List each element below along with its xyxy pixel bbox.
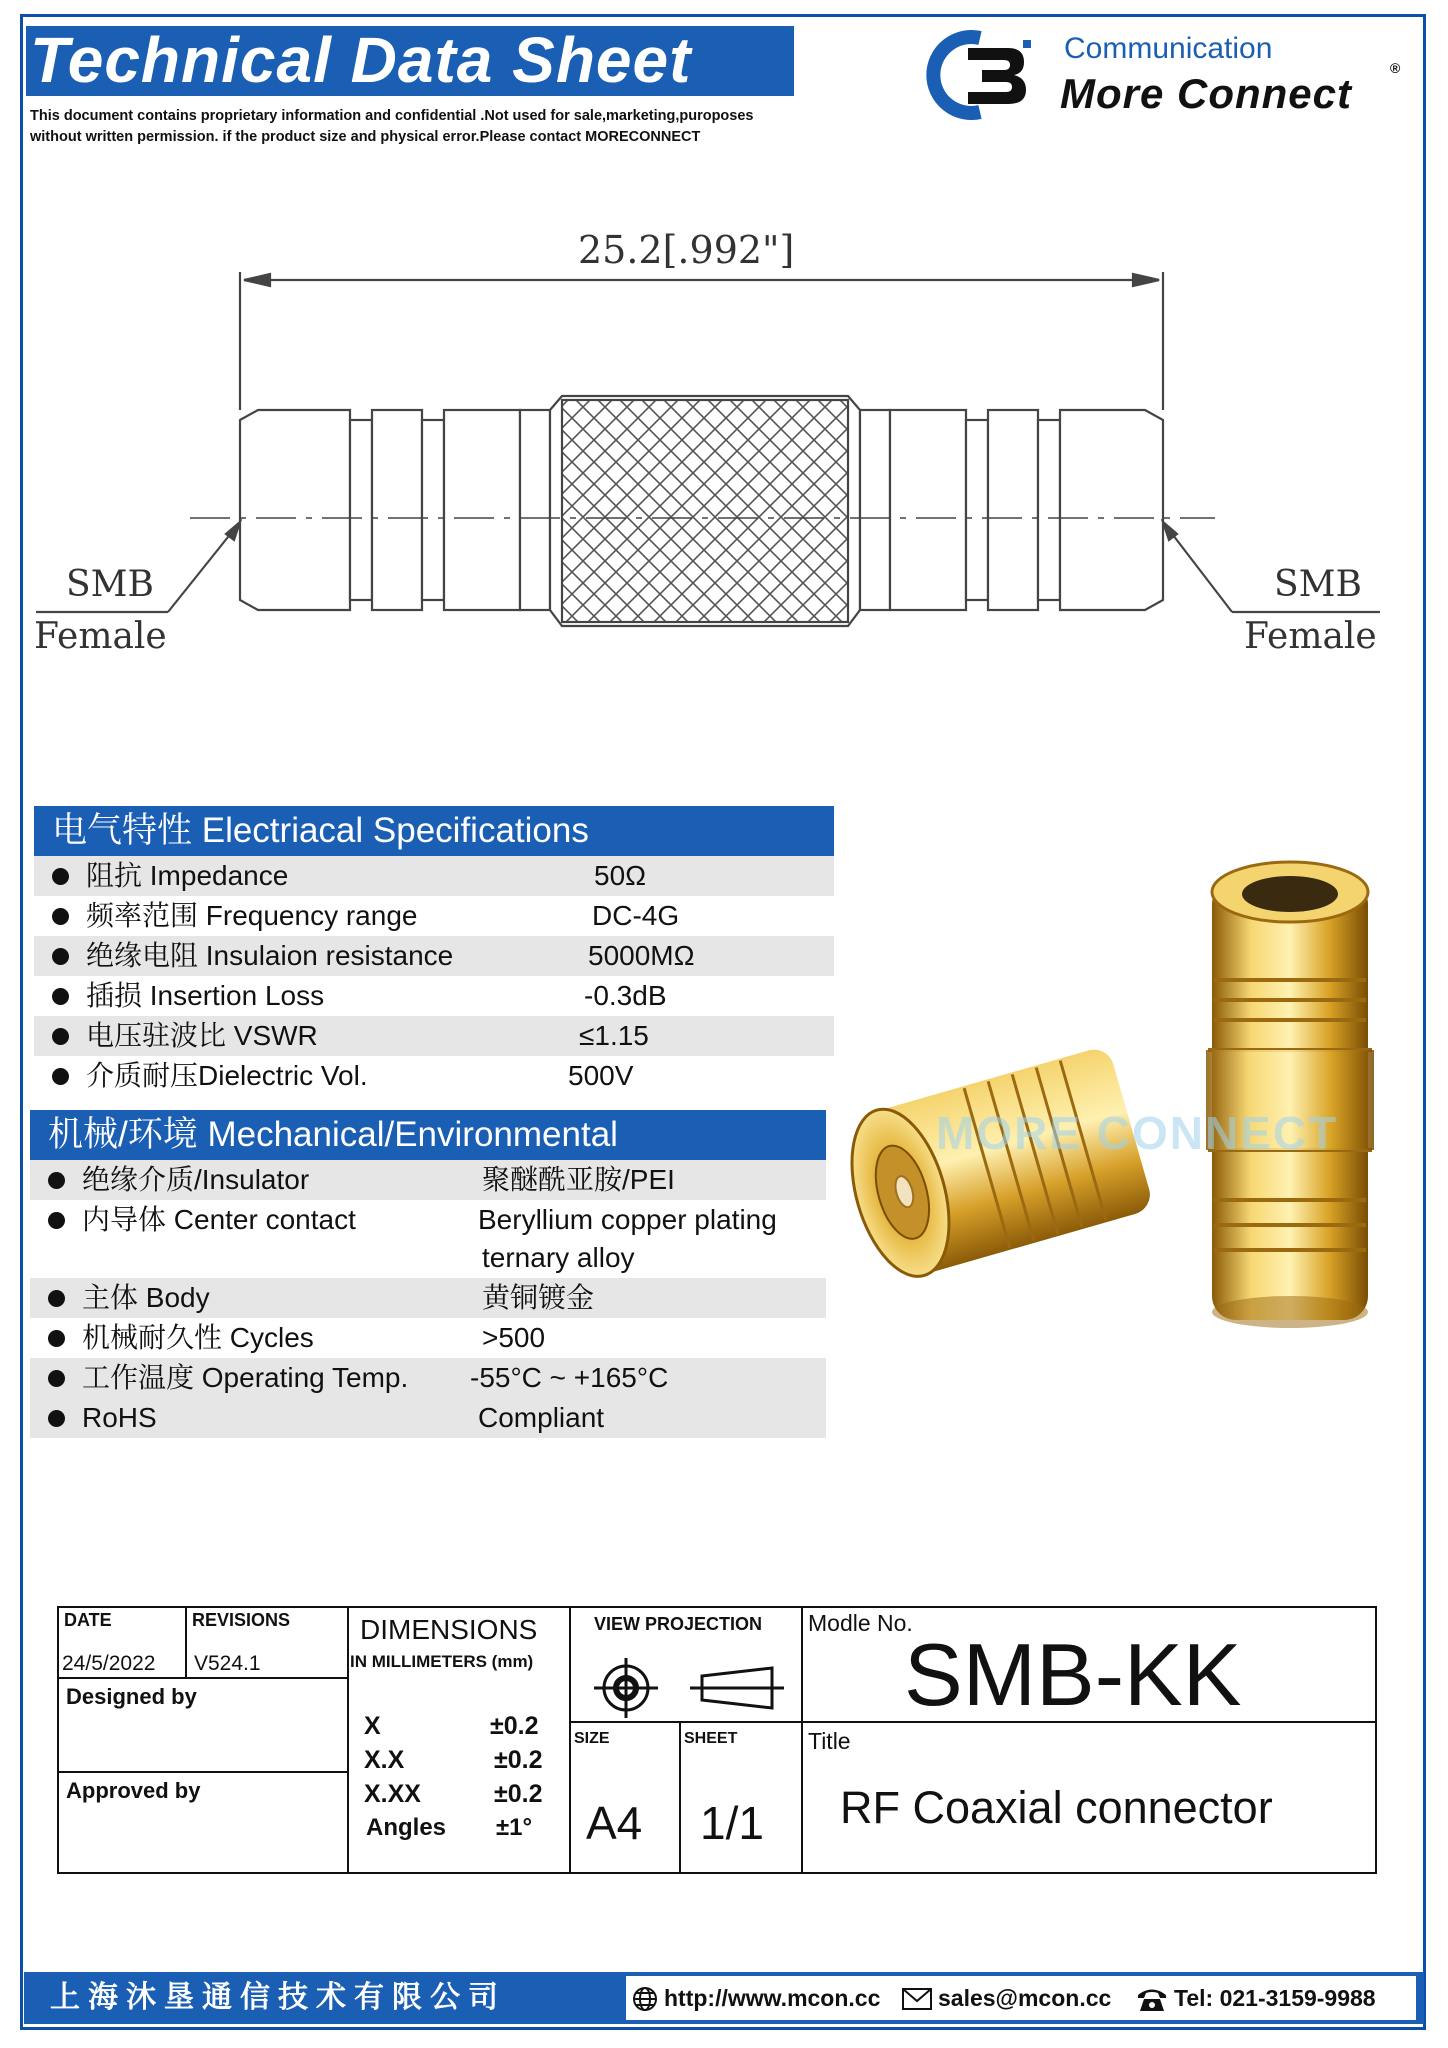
units-label: IN MILLIMETERS (mm): [350, 1652, 534, 1671]
tolerance-key: Angles: [366, 1814, 447, 1841]
tolerance-value: ±1°: [496, 1814, 533, 1841]
spec-label: 介质耐压Dielectric Vol.: [86, 1060, 368, 1091]
spec-label: 阻抗 Impedance: [86, 860, 289, 891]
email-link[interactable]: sales@mcon.cc: [938, 1985, 1112, 2011]
right-connector-gender: Female: [1244, 616, 1377, 657]
sheet-value: 1/1: [700, 1797, 764, 1849]
first-angle-projection-icon: [590, 1656, 790, 1720]
disclaimer-line-1: This document contains proprietary information and confidential .Not used for sale,marketing,puroposes: [30, 108, 754, 124]
revisions-value: V524.1: [194, 1652, 261, 1675]
spec-value: DC-4G: [592, 900, 680, 931]
mechanical-spec-heading: 机械/环境 Mechanical/Environmental: [30, 1110, 826, 1160]
left-connector-type: SMB: [66, 564, 154, 605]
spec-value: ≤1.15: [579, 1020, 649, 1051]
registered-mark: ®: [1390, 60, 1401, 76]
spec-label: RoHS: [82, 1402, 157, 1433]
company-name: 上海沐垦通信技术有限公司: [50, 1981, 506, 2014]
tolerance-value: ±0.2: [494, 1746, 543, 1774]
spec-label: 频率范围 Frequency range: [86, 900, 418, 931]
spec-value: 聚醚酰亚胺/PEI: [482, 1164, 675, 1195]
spec-value: -0.3dB: [584, 980, 667, 1011]
tolerance-key: X.XX: [364, 1780, 421, 1808]
telephone-icon: [1136, 1986, 1168, 2012]
spec-value: >500: [482, 1322, 546, 1353]
spec-value: Compliant: [478, 1402, 605, 1433]
spec-value: 500V: [568, 1060, 634, 1091]
spec-label: 机械耐久性 Cycles: [82, 1322, 314, 1353]
spec-label: 工作温度 Operating Temp.: [82, 1362, 409, 1393]
spec-label: 绝缘介质/Insulator: [82, 1164, 310, 1195]
document-title: Technical Data Sheet: [30, 24, 692, 96]
overall-length-dimension: 25.2[.992"]: [578, 228, 795, 272]
model-number: SMB-KK: [904, 1625, 1242, 1724]
tolerance-value: ±0.2: [494, 1780, 543, 1808]
spec-label: 内导体 Center contact: [82, 1204, 356, 1235]
date-label: DATE: [64, 1610, 112, 1630]
spec-value-line-2: ternary alloy: [482, 1242, 635, 1273]
globe-icon: [632, 1986, 658, 2012]
tolerance-key: X.X: [364, 1746, 405, 1774]
size-label: SIZE: [574, 1730, 610, 1747]
revisions-label: REVISIONS: [192, 1610, 291, 1630]
tolerance-value: ±0.2: [490, 1712, 539, 1740]
tolerance-key: X: [364, 1712, 381, 1740]
dimensions-label: DIMENSIONS: [360, 1614, 538, 1645]
electrical-spec-heading: 电气特性 Electriacal Specifications: [34, 806, 834, 856]
website-link[interactable]: http://www.mcon.cc: [664, 1985, 881, 2011]
date-value: 24/5/2022: [62, 1652, 156, 1675]
left-connector-gender: Female: [34, 616, 167, 657]
spec-value: -55°C ~ +165°C: [470, 1362, 669, 1393]
right-connector-type: SMB: [1274, 564, 1362, 605]
brand-line-2: More Connect: [1060, 70, 1353, 117]
spec-value: 5000MΩ: [588, 940, 695, 971]
spec-value: Beryllium copper plating: [478, 1204, 777, 1235]
spec-value: 50Ω: [594, 860, 647, 891]
spec-label: 插损 Insertion Loss: [86, 980, 325, 1011]
view-projection-label: VIEW PROJECTION: [594, 1614, 763, 1634]
mail-icon: [902, 1988, 932, 2010]
disclaimer-line-2: without written permission. if the product size and physical error.Please contact MORECONNECT: [30, 129, 701, 145]
sheet-label: SHEET: [684, 1730, 738, 1747]
model-label: Modle No.: [808, 1610, 913, 1636]
title-label: Title: [808, 1728, 851, 1754]
spec-value: 黄铜镀金: [482, 1282, 595, 1313]
photo-watermark: MORE CONNECT: [936, 1107, 1339, 1159]
product-title: RF Coaxial connector: [840, 1782, 1273, 1833]
brand-line-1: Communication: [1064, 32, 1273, 65]
spec-label: 主体 Body: [82, 1282, 210, 1313]
phone-number: Tel: 021-3159-9988: [1174, 1985, 1376, 2011]
approved-by-label: Approved by: [66, 1778, 201, 1803]
designed-by-label: Designed by: [66, 1684, 197, 1709]
size-value: A4: [586, 1797, 643, 1849]
spec-label: 电压驻波比 VSWR: [86, 1020, 318, 1051]
spec-label: 绝缘电阻 Insulaion resistance: [86, 940, 454, 971]
